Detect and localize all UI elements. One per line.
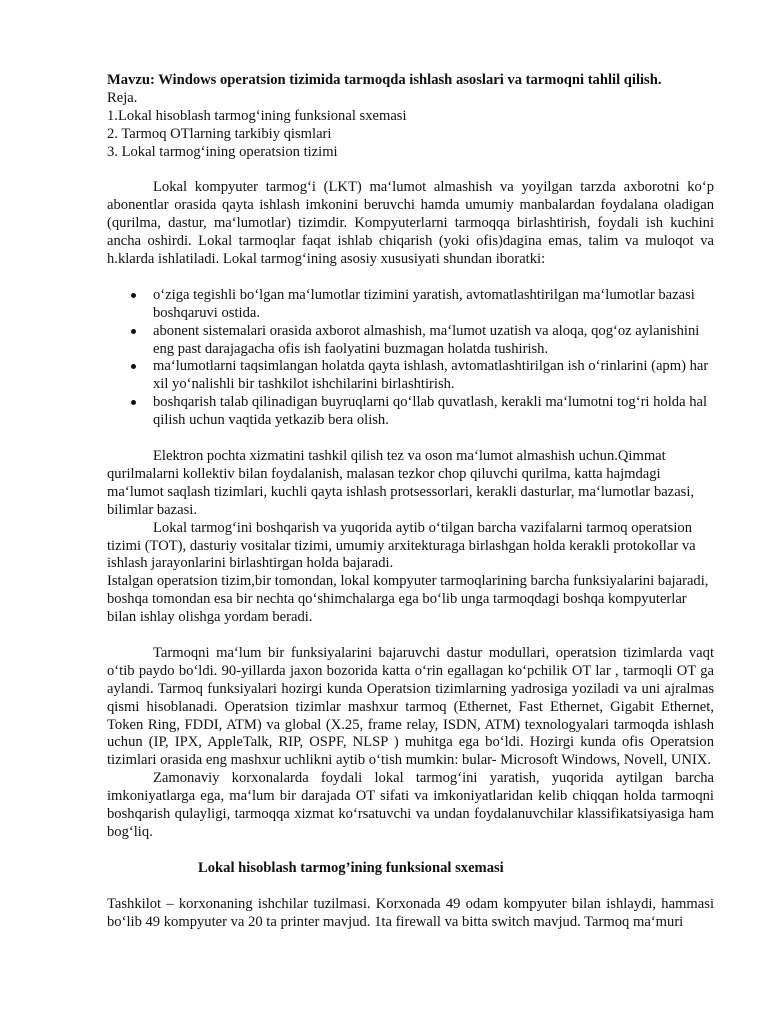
bullet-icon (131, 329, 136, 334)
paragraph-intro: Lokal kompyuter tarmog‘i (LKT) ma‘lumot almashish va yoyilgan tarzda axborotni ko‘p abonentlar orasida qayta ishlash imkonini beruvchi hamda umumiy manbalardan foydalana oladigan (qurilma, dastur, ma‘lumotlar) tizimdir. Kompyuterlarni tarmoqqa birlashtirish, foydali ish kuchini ancha oshirdi. Lokal tarmoqlar faqat ishlab chiqarish (yoki ofis)dagina emas, talim va muloqot va h.klarda ishlatiladi. Lokal tarmog‘ining asosiy xususiyati shundan iboratki: (107, 179, 714, 268)
section-heading: Lokal hisoblash tarmog’ining funksional sxemasi (198, 859, 504, 876)
list-item-text: abonent sistemalari orasida axborot almashish, ma‘lumot uzatish va aloqa, qog‘oz aylanishini eng past darajagacha ofis ish faolyatini buzmagan holatda tushirish. (153, 322, 700, 357)
list-item (107, 394, 714, 430)
paragraph-management: Lokal tarmog‘ini boshqarish va yuqorida aytib o‘tilgan barcha vazifalarni tarmoq operatsion tizimi (TOT), dasturiy vositalar tizimi, umumiy arxitekturaga birlashgan holda kerakli protokollar va ishlash jarayonlarini birlashtirgan holda bajaradi. (107, 519, 696, 572)
list-item (107, 323, 714, 359)
plan-label: Reja. (107, 89, 138, 106)
list-item-text: boshqarish talab qilinadigan buyruqlarni qo‘llab quvatlash, kerakli ma‘lumotni tog‘ri holda hal qilish uchun vaqtida yetkazib bera olish. (153, 394, 708, 429)
plan-item: 1.Lokal hisoblash tarmog‘ining funksional sxemasi (107, 107, 407, 124)
paragraph-modules: Tarmoqni ma‘lum bir funksiyalarini bajaruvchi dastur modullari, operatsion tizimlarda vaqt o‘tib paydo bo‘ldi. 90-yillarda jaxon bozorida katta o‘rin egallagan ko‘pchilik OT lar , tarmoqli OT ga aylandi. Tarmoq funksiyalari hozirgi kunda Operatsion tizimlarning yadrosiga yoziladi va uni ajralmas qismi hisoblanadi. Operatsion tizimlar mashxur tarmoq (Ethernet, Fast Ethernet, Gigabit Ethernet, Token Ring, FDDI, ATM) va global (X.25, frame relay, ISDN, ATM) texnologyalari tarmoqda ishlash uchun (IP, IPX, AppleTalk, RIP, OSPF, NLSP ) muhitga ega bo‘ldi. Hozirgi kunda ofis Operatsion tizimlari orasida eng mashxur uchlikni aytib o‘tish mumkin: bular- Microsoft Windows, Novell, UNIX. (107, 644, 714, 769)
document-body (107, 72, 714, 931)
paragraph-email: Elektron pochta xizmatini tashkil qilish tez va oson ma‘lumot almashish uchun.Qimmat qurilmalarni kollektiv bilan foydalanish, malasan tezkor chop qiluvchi qurilma, katta hajmdagi ma‘lumot saqlash tizimlari, kuchli qayta ishlash protsessorlari, kerakli dasturlar, ma‘lumotlar bazasi, bilimlar bazasi. (107, 447, 695, 518)
paragraph-organization: Tashkilot – korxonaning ishchilar tuzilmasi. Korxonada 49 odam kompyuter bilan ishlaydi, hammasi bo‘lib 49 kompyuter va 20 ta printer mavjud. 1ta firewall va bitta switch mavjud. Tarmoq ma‘muri (107, 895, 714, 930)
paragraph-os: Istalgan operatsion tizim,bir tomondan, lokal kompyuter tarmoqlarining barcha funksiyalarini bajaradi, boshqa tomondan esa bir nechta qo‘shimchalarga ega bo‘lib unga tarmoqdagi boshqa kompyuterlar bilan ishlay olishga yordam beradi. (107, 573, 709, 626)
list-item (107, 287, 714, 323)
list-item-text: o‘ziga tegishli bo‘lgan ma‘lumotlar tizimini yaratish, avtomatlashtirilgan ma‘lumotlar bazasi boshqaruvi ostida. (153, 286, 695, 321)
list-item-text: ma‘lumotlarni taqsimlangan holatda qayta ishlash, avtomatlashtirilgan ish o‘rinlarini (apm) har xil yo‘nalishli bir tashkilot ishchilarini birlashtirish. (153, 358, 709, 393)
features-list (107, 287, 714, 430)
bullet-icon (131, 293, 136, 298)
document-title: Mavzu: Windows operatsion tizimida tarmoqda ishlash asoslari va tarmoqni tahlil qilish. (107, 72, 662, 88)
bullet-icon (131, 364, 136, 369)
paragraph-modern: Zamonaviy korxonalarda foydali lokal tarmog‘ini yaratish, yuqorida aytilgan barcha imkoniyatlarga ega, ma‘lum bir darajada OT sifati va imkoniyatlaridan kelib chiqqan holda tarmoqni boshqarish qulayligi, tarmoqqa xizmat ko‘rsatuvchi va undan foydalanuvchilar klassifikatsiyasiga ham bog‘liq. (107, 770, 714, 840)
list-item (107, 358, 714, 394)
plan-item: 2. Tarmoq OTlarning tarkibiy qismlari (107, 125, 332, 142)
plan-item: 3. Lokal tarmog‘ining operatsion tizimi (107, 143, 338, 160)
bullet-icon (131, 400, 136, 405)
